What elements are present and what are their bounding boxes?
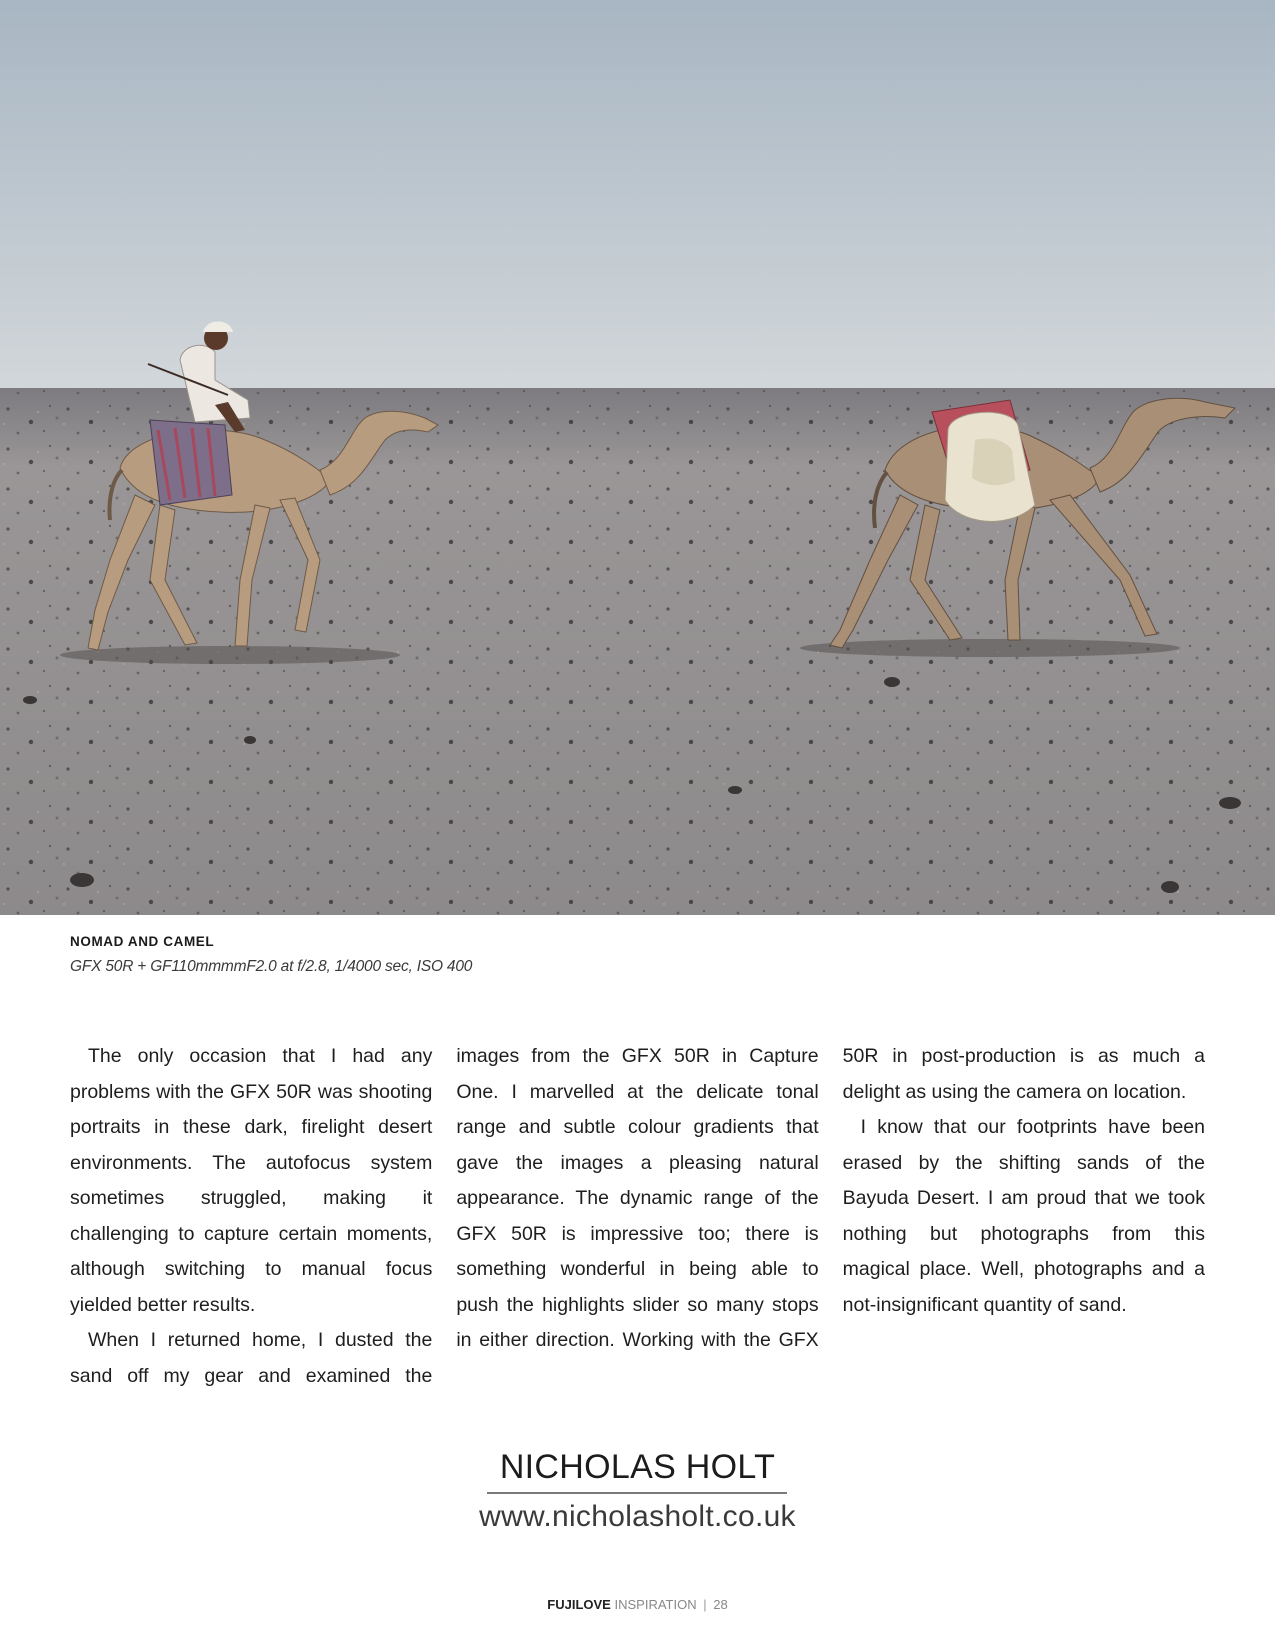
author-name: NICHOLAS HOLT [499, 1448, 776, 1486]
saddle-blanket [150, 420, 232, 505]
photo-caption-title: NOMAD AND CAMEL [70, 934, 215, 949]
camel-shadow-left [60, 646, 400, 664]
article-body [70, 1039, 1205, 1399]
footer-brand: FUJILOVE [547, 1597, 611, 1612]
article-paragraph: The only occasion that I had any problems with the GFX 50R was shooting portraits in these dark, firelight desert environments. The autofocus system sometimes struggled, making it challenging to capture certain moments, although switching to manual focus yielded better results. [70, 1045, 433, 1316]
article-paragraph: When I returned home, I dusted the sand off my gear and examined the images from the GFX 50R in Capture One. I marvelled at the delicate tonal range and subtle colour gradients that gave the images a pleasing natural appearance. The dynamic range of the GFX 50R is impressive too; there is something wonderful in being able to push the highlights slider so many stops in either direction. Working with the GFX 50R in post-production is as much a delight as using the camera on location. [70, 1045, 1205, 1387]
page-footer [0, 1597, 1275, 1612]
author-website-link[interactable]: www.nicholasholt.co.uk [479, 1500, 796, 1533]
footer-section: INSPIRATION [614, 1597, 697, 1612]
photo-caption-camera-settings: GFX 50R + GF110mmmmF2.0 at f/2.8, 1/4000 sec, ISO 400 [70, 958, 473, 975]
article-paragraph: I know that our footprints have been erased by the shifting sands of the Bayuda Desert. I am proud that we took nothing but photographs from this magical place. Well, photographs and a not-insignificant quantity of sand. [842, 1116, 1205, 1316]
footer-separator: | [703, 1597, 707, 1612]
sky [0, 0, 1275, 392]
camel-shadow-right [800, 639, 1180, 657]
author-divider [487, 1492, 787, 1494]
page-number: 28 [713, 1597, 728, 1612]
